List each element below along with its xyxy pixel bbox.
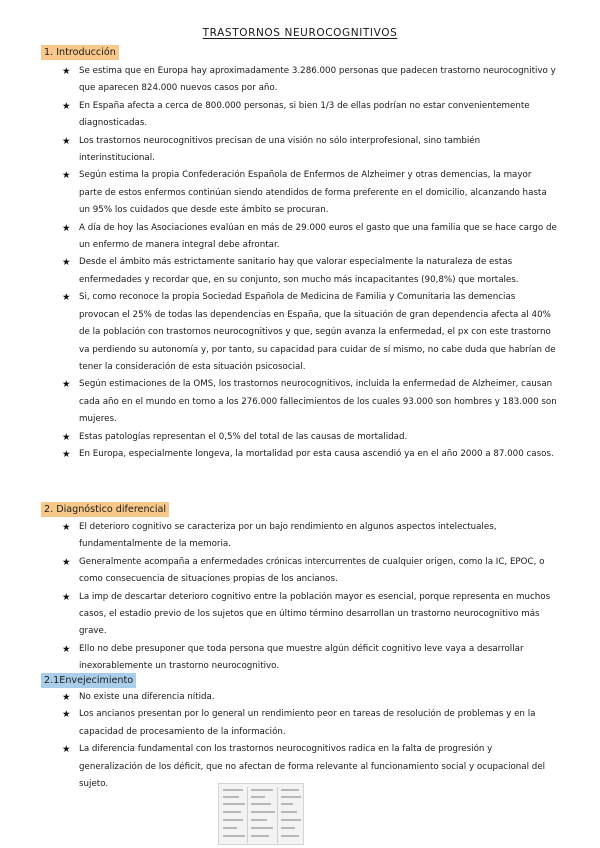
introduccion-list [62, 63, 557, 463]
list-item-text: A día de hoy las Asociaciones evalúan en más de 29.000 euros el gasto que una familia que se hace cargo de un enfermo de manera integral debe afrontar. [79, 222, 557, 251]
list-item-text: Se estima que en Europa hay aproximadamente 3.286.000 personas que padecen trastorno neurocognitivo y que aparecen 824.000 nuevos casos por año. [79, 66, 556, 94]
list-item-text: Según estima la propia Confederación Española de Enfermos de Alzheimer y otras demencias, la mayor parte de estos enfermos continúan siendo atendidos de forma preferente en el domicilio, alcanzando hasta un 95% los cuidados que desde este ámbito se procuran. [79, 170, 547, 216]
embedded-table-thumbnail [218, 783, 304, 845]
list-item-text: Estas patologías representan el 0,5% del total de las causas de mortalidad. [79, 431, 408, 442]
section-heading-introduccion: 1. Introducción [41, 45, 119, 60]
list-item-text: En España afecta a cerca de 800.000 personas, si bien 1/3 de ellas podrían no estar convenientemente diagnosticadas. [79, 100, 530, 129]
list-item [62, 706, 557, 741]
list-item [62, 167, 557, 219]
list-item [62, 641, 557, 676]
list-item [62, 133, 557, 168]
list-item [62, 254, 557, 289]
subsection-heading-envejecimiento: 2.1Envejecimiento [41, 673, 136, 688]
list-item-text: Desde el ámbito más estrictamente sanitario hay que valorar especialmente la naturaleza de estas enfermedades y recordar que, en su conjunto, son mucho más incapacitantes (90,8%) que mortales. [79, 257, 519, 285]
star-icon: ★ [62, 448, 71, 460]
list-item [62, 63, 557, 98]
list-item-text: Según estimaciones de la OMS, los trastornos neurocognitivos, incluida la enfermedad de Alzheimer, causan cada año en el mundo en torno a los 276.000 fallecimientos de los cuales 93.000 son hombres y 183.000 son mujeres. [79, 379, 557, 425]
star-icon: ★ [62, 292, 71, 304]
list-item-text: El deterioro cognitivo se caracteriza por un bajo rendimiento en algunos aspectos intelectuales, fundamentalmente de la memoria. [79, 522, 497, 550]
star-icon: ★ [62, 66, 71, 77]
list-item-text: Generalmente acompaña a enfermedades crónicas intercurrentes de cualquier origen, como la IC, EPOC, o como consecuencia de situaciones propias de los ancianos. [79, 556, 545, 585]
star-icon: ★ [62, 692, 71, 703]
star-icon: ★ [62, 222, 71, 234]
diagnostico-list [62, 519, 557, 676]
section-heading-diagnostico: 2. Diagnóstico diferencial [41, 502, 169, 517]
star-icon: ★ [62, 522, 71, 533]
document-title: TRASTORNOS NEUROCOGNITIVOS [202, 27, 398, 39]
list-item-text: La imp de descartar deterioro cognitivo entre la población mayor es esencial, porque representa en muchos casos, el estadio previo de los sujetos que en último término desarrollan un trastorno neurocognitivo más grave. [79, 591, 551, 637]
list-item-text: Los trastornos neurocognitivos precisan de una visión no sólo interprofesional, sino también interinstitucional. [79, 135, 481, 164]
list-item [62, 519, 557, 554]
list-item [62, 289, 557, 376]
star-icon: ★ [62, 100, 71, 112]
list-item [62, 376, 557, 428]
star-icon: ★ [62, 257, 71, 269]
list-item-text: No existe una diferencia nítida. [79, 692, 215, 702]
star-icon: ★ [62, 643, 71, 655]
star-icon: ★ [62, 135, 71, 147]
list-item [62, 429, 557, 446]
list-item [62, 589, 557, 641]
list-item [62, 689, 557, 706]
star-icon: ★ [62, 379, 71, 391]
star-icon: ★ [62, 431, 71, 443]
list-item-text: Ello no debe presuponer que toda persona que muestre algún déficit cognitivo leve vaya a desarrollar inexorablemente un trastorno neurocognitivo. [79, 643, 524, 672]
star-icon: ★ [62, 709, 71, 721]
list-item-text: La diferencia fundamental con los trastornos neurocognitivos radica en la falta de progresión y generalización de los déficit, que no afectan de forma relevante al funcionamiento social y ocupacional del sujeto. [79, 744, 546, 790]
star-icon: ★ [62, 744, 71, 756]
list-item-text: En Europa, especialmente longeva, la mortalidad por esta causa ascendió ya en el año 2000 a 87.000 casos. [79, 448, 554, 459]
star-icon: ★ [62, 591, 71, 603]
list-item [62, 98, 557, 133]
star-icon: ★ [62, 170, 71, 182]
star-icon: ★ [62, 556, 71, 568]
envejecimiento-list [62, 689, 557, 793]
list-item-text: Los ancianos presentan por lo general un rendimiento peor en tareas de resolución de problemas y en la capacidad de procesamiento de la información. [79, 709, 536, 737]
list-item [62, 741, 557, 793]
list-item [62, 446, 557, 463]
list-item [62, 554, 557, 589]
list-item [62, 220, 557, 255]
list-item-text: Si, como reconoce la propia Sociedad Española de Medicina de Familia y Comunitaria las demencias provocan el 25% de todas las dependencias en España, que la situación de gran dependencia afecta al 40% de la población con trastornos neurocognitivos y que, según avanza la enfermedad, el px con este trastorno va perdiendo su autonomía y, por tanto, su capacidad para cuidar de sí mismo, no cabe duda que habrían de tener la consideración de esta situación psicosocial. [79, 292, 556, 372]
